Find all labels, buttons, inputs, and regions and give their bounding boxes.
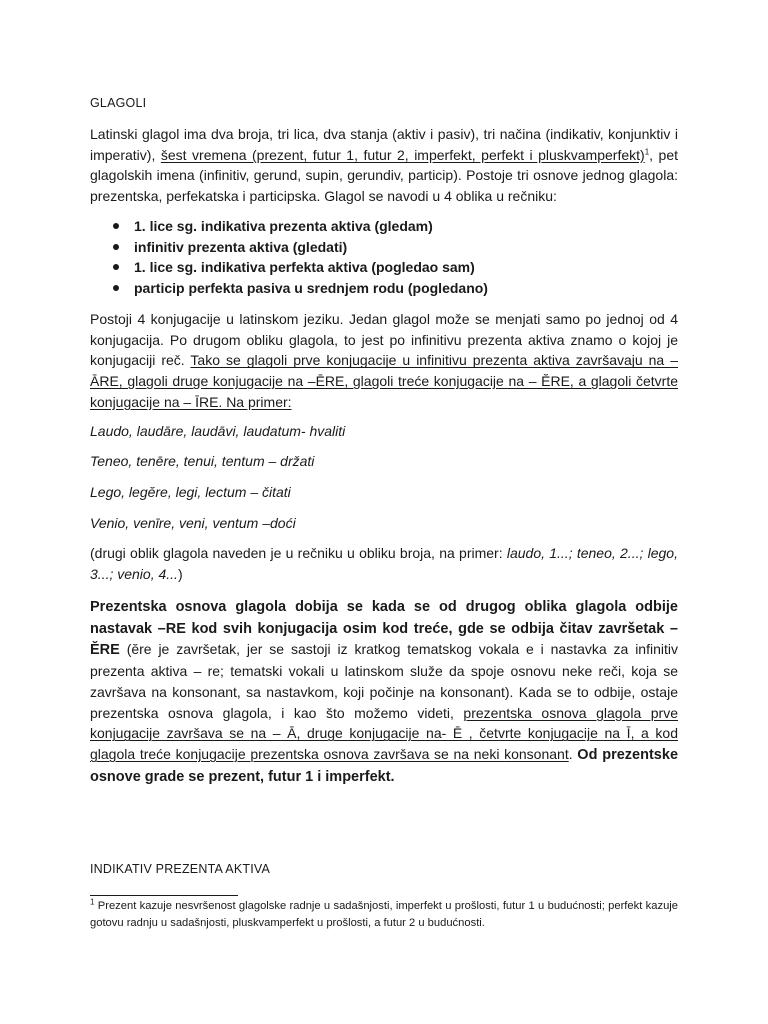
footnote <box>90 898 678 931</box>
present-stem-rule: Prezentska osnova glagola dobija se kada se od drugog oblika glagola odbije nastavak –RE kod svih konjugacija osim kod treće, gde se odbija čitav završetak – ĔRE <box>90 599 678 659</box>
intro-text-1: Latinski glagol ima dva broja, tri lica, dva stanja (aktiv i pasiv), tri načina (indikativ, konjunktiv i imperativ), <box>90 126 678 163</box>
example-verb-3: Lego, legĕre, legi, lectum – čitati <box>90 484 291 500</box>
intro-underlined-tenses: šest vremena (prezent, futur 1, futur 2, imperfekt, perfekt i pluskvamperfekt) <box>160 146 645 163</box>
bullet-icon <box>113 285 119 291</box>
intro-paragraph <box>90 124 678 207</box>
list-item: infinitiv prezenta aktiva (gledati) <box>90 237 678 258</box>
list-item: 1. lice sg. indikativa prezenta aktiva (gledam) <box>90 216 678 237</box>
intro-text-2: , pet glagolskih imena (infinitiv, gerund, supin, gerundiv, particip). Postoje tri osnove jednog glagola: prezentska, perfekatska i participska. Glagol se navodi u 4 oblika u rečniku: <box>90 146 679 205</box>
list-item: 1. lice sg. indikativa perfekta aktiva (pogledao sam) <box>90 257 678 278</box>
conjugation-underlined-endings: Tako se glagoli prve konjugacije u infinitivu prezenta aktiva završavaju na – ĀRE, glagoli druge konjugacije na –ĒRE, glagoli treće konjugacije na – ĔRE, a glagoli četvrte konjugacije na – ĪRE. Na primer: <box>90 352 678 410</box>
example-verb-2: Teneo, tenēre, tenui, tentum – držati <box>90 453 315 469</box>
bullet-icon <box>113 264 119 270</box>
bullet-icon <box>113 244 119 250</box>
consonant-underlined: konsonant <box>504 745 569 762</box>
footnote-reference[interactable]: 1 <box>644 147 650 157</box>
example-verb-1: Laudo, laudāre, laudāvi, laudatum- hvaliti <box>90 423 346 439</box>
present-stem-paragraph: Prezentska osnova glagola dobija se kada se od drugog oblika glagola odbije nastavak –RE kod svih konjugacija osim kod treće, gde se odbija čitav završetak – ĔRE (ĕre je završetak, jer se sastoji iz kratkog tematskog vokala e i nastavka za infinitiv prezenta aktiva – re; tematski vokali u latinskom služe da spoje osnovu neke reči, koja se završava na konsonant, sa nastavkom, koji počinje na konsonant). Kada se to odbije, ostaje prezentska osnova glagola, i kao što možemo videti, prezentska osnova glagola prve konjugacije završava se na – Ā, druge konjugacije na- Ē , četvrte konjugacije na Ī, a kod glagola treće konjugacije prezentska osnova završava se na neki konsonant. Od prezentske osnove grade se prezent, futur 1 i imperfekt. <box>90 599 679 785</box>
bullet-icon <box>113 223 119 229</box>
examples-note: (drugi oblik glagola naveden je u rečniku u obliku broja, na primer: laudo, 1...; teneo, 2...; lego, 3...; venio, 4...) <box>90 545 678 582</box>
footnote-text: Prezent kazuje nesvršenost glagolske radnje u sadašnjosti, imperfekt u prošlosti, futur 1 u budućnosti; perfekt kazuje gotovu radnju u sadašnjosti, pluskvamperfekt u prošlosti, a futur 2 u budućnosti. <box>90 900 678 929</box>
conjugation-text: Postoji 4 konjugacije u latinskom jeziku. Jedan glagol može se menjati samo po jednoj od 4 konjugacija. Po drugom obliku glagola, to jest po infinitivu prezenta aktiva znamo o kojoj je konjugaciji reč. <box>90 311 678 369</box>
section-heading-indikativ: INDIKATIV PREZENTA AKTIVA <box>90 862 271 876</box>
section-heading-glagoli: GLAGOLI <box>90 96 147 110</box>
footnote-number: 1 <box>90 897 95 907</box>
example-verb-4: Venio, venīre, veni, ventum –doći <box>90 515 296 531</box>
present-stem-tenses: Od prezentske osnove grade se prezent, futur 1 i imperfekt. <box>90 746 679 785</box>
list-item: particip perfekta pasiva u srednjem rodu (pogledano) <box>90 278 678 299</box>
conjugation-paragraph <box>90 309 678 413</box>
dictionary-forms-list <box>90 216 678 298</box>
footnote-divider <box>90 895 238 896</box>
stem-endings-underlined: prezentska osnova glagola prve konjugacije završava se na – Ā, druge konjugacije na- Ē , četvrte konjugacije na Ī, a kod glagola treće konjugacije prezentska osnova završava se na neki <box>90 704 678 762</box>
